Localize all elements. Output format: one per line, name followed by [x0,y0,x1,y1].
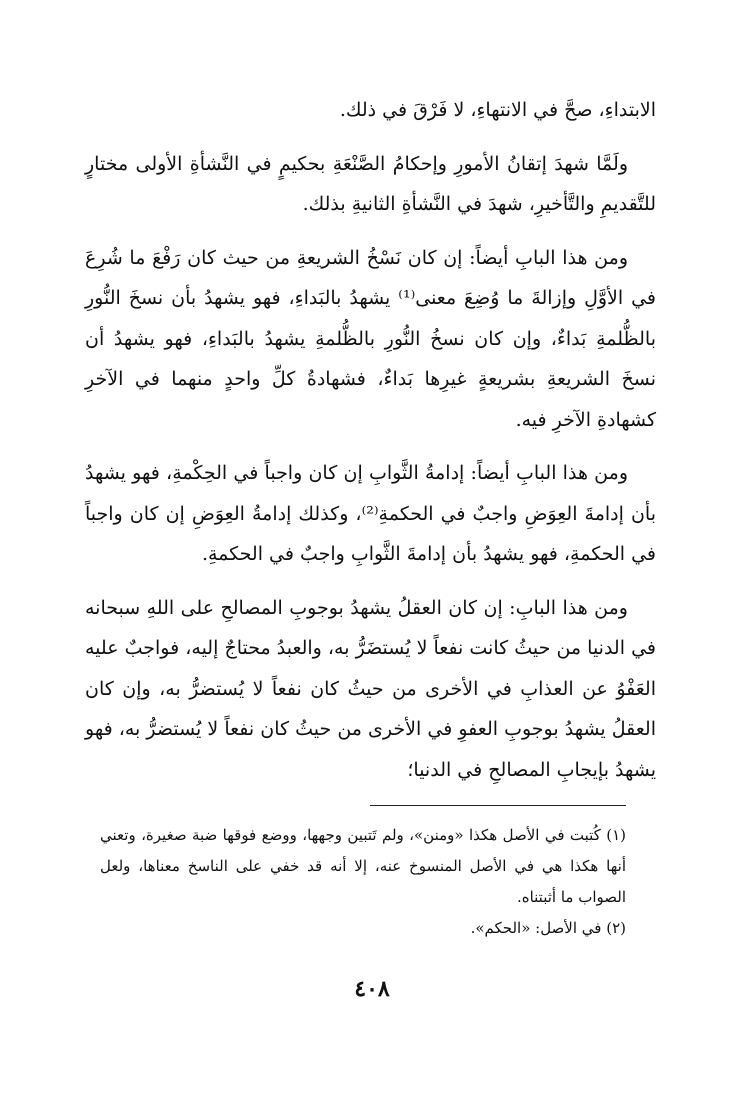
footnote-1: (١) كُتبت في الأصل هكذا «ومنن»، ولم تَتبين وجهها، ووضع فوقها ضبة صغيرة، وتعني أنها هكذا هي في الأصل المنسوخ عنه، إلا أنه قد خفي على الناسخ معناها، ولعل الصواب ما أثبتناه. [100,826,626,906]
page-number: ٤٠٨ [354,976,390,1002]
footnote-separator [370,805,626,806]
main-text [85,90,656,803]
footnotes [100,820,626,944]
paragraph-1: الابتداءِ، صحَّ في الانتهاءِ، لا فَرْقَ في ذلك. [339,99,656,121]
paragraph-2: ولَمَّا شهدَ إتقانُ الأمورِ وإحكامُ الصَّنْعَةِ بحكيمٍ في النَّشأةِ الأولى مختارٍ للتَّقديمِ والتَّأخيرِ، شهدَ في النَّشأةِ الثانيةِ بذلك. [85,152,656,215]
footnote-2: (٢) في الأصل: «الحكم». [470,919,626,937]
paragraph-5: ومن هذا البابِ: إن كان العقلُ يشهدُ بوجوبِ المصالحِ على اللهِ سبحانه في الدنيا من حيثُ كانت نفعاً لا يُستضَرُّ به، والعبدُ محتاجٌ إليه، فواجبٌ عليه العَفْوُ عن العذابِ في الأخرى من حيثُ كان نفعاً لا يُستضرُّ به، وإن كان العقلُ يشهدُ بوجوبِ العفوِ في الأخرى من حيثُ كان نفعاً لا يُستضرُّ به، فهو يشهدُ بإيجابِ المصالحِ في الدنيا؛ [85,596,656,781]
paragraph-4: ومن هذا البابِ أيضاً: إدامةُ الثَّوابِ إن كان واجباً في الحِكْمةِ، فهو يشهدُ بأن إدامةَ العِوَضِ واجبٌ في الحكمةِ⁽²⁾، وكذلك إدامةُ العِوَضِ إن كان واجباً في الحكمةِ، فهو يشهدُ بأن إدامةَ الثَّوابِ واجبٌ في الحكمةِ. [85,462,656,565]
paragraph-3: ومن هذا البابِ أيضاً: إن كان نَسْخُ الشريعةِ من حيث كان رَفْعَ ما شُرِعَ في الأوَّلِ وإزالةَ ما وُضِعَ معنى⁽¹⁾ يشهدُ بالبَداءِ، فهو يشهدُ بأن نسخَ النُّورِ بالظُّلمةِ بَداءٌ، وإن كان نسخُ النُّورِ بالظُّلمةِ يشهدُ بالبَداءِ، فهو يشهدُ أن نسخَ الشريعةِ بشريعةٍ غيرِها بَداءٌ، فشهادةُ كلِّ واحدٍ منهما في الآخرِ كشهادةِ الآخرِ فيه. [85,246,657,431]
